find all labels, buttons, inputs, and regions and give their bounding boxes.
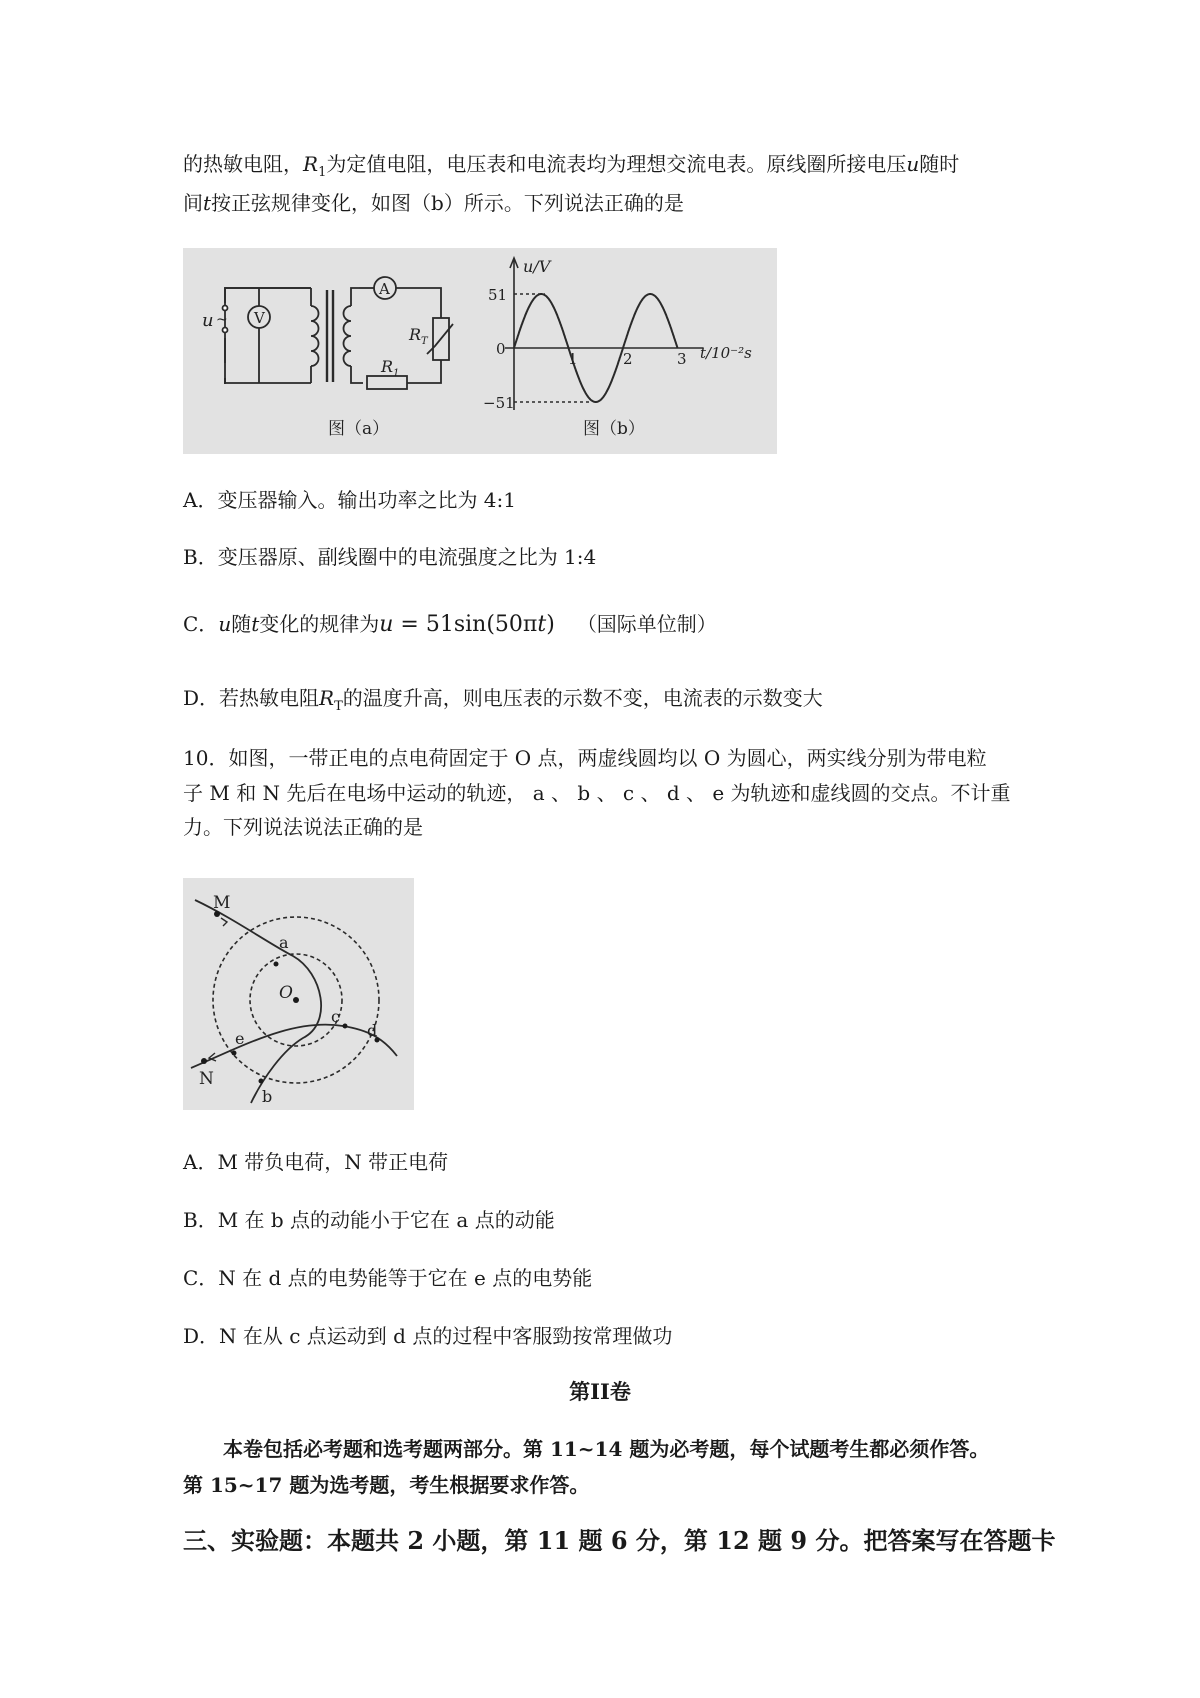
primary-wire-top <box>225 288 311 363</box>
axis-label-y: u/V <box>523 257 551 276</box>
point-a <box>274 962 279 967</box>
section-2-intro-line2: 第 15~17 题为选考题，考生根据要求作答。 <box>183 1473 590 1497</box>
stem-text: 随时 <box>919 152 960 176</box>
q10-option-d: D．N 在从 c 点运动到 d 点的过程中客服勁按常理做功 <box>183 1324 673 1348</box>
label-a: A <box>379 280 390 298</box>
q10-option-a: A．M 带负电荷，N 带正电荷 <box>183 1150 449 1174</box>
symbol-r1-subscript: 1 <box>318 165 327 180</box>
symbol-t: t <box>251 612 260 636</box>
point-o <box>293 997 299 1003</box>
tick-0: 0 <box>496 340 506 358</box>
q10-option-c: C．N 在 d 点的电势能等于它在 e 点的电势能 <box>183 1266 593 1290</box>
label-m: M <box>213 893 231 913</box>
trajectory-svg <box>183 878 414 1110</box>
primary-top-wire <box>225 288 311 303</box>
option-text: D．若热敏电阻 <box>183 686 320 710</box>
tick-51: 51 <box>488 286 508 304</box>
tick-minus-51: −51 <box>483 394 515 412</box>
terminal-top <box>223 306 228 311</box>
waveform-graph <box>505 258 703 410</box>
symbol-t: t <box>203 191 212 215</box>
resistor-r1 <box>367 376 407 389</box>
axis-label-x: t/10⁻²s <box>700 344 752 362</box>
secondary-coil <box>344 306 352 366</box>
point-n <box>201 1058 207 1064</box>
q10-option-b: B．M 在 b 点的动能小于它在 a 点的动能 <box>183 1208 555 1232</box>
section-2-intro-line1: 本卷包括必考题和选考题两部分。第 11~14 题为必考题，每个试题考生都必须作答。 <box>223 1437 990 1461</box>
primary-bottom-wire <box>225 338 311 383</box>
q9-option-b <box>183 543 596 571</box>
primary-coil <box>311 306 319 366</box>
stem-text: 为定值电阻，电压表和电流表均为理想交流电表。原线圈所接电压 <box>326 152 907 176</box>
label-b: b <box>262 1087 273 1106</box>
symbol-rt-subscript: T <box>334 699 343 714</box>
symbol-rt: R <box>319 686 335 710</box>
section-2-title: 第II卷 <box>569 1379 631 1404</box>
tick-3: 3 <box>677 350 687 368</box>
option-text: 随 <box>231 612 252 636</box>
symbol-u: u <box>218 612 232 636</box>
label-e: e <box>235 1029 245 1048</box>
label-o: O <box>279 983 293 1003</box>
symbol-r1: R <box>303 152 319 176</box>
caption-figure-b: 图（b） <box>583 419 645 439</box>
stem-text: 的热敏电阻， <box>183 152 303 176</box>
terminal-bottom <box>223 328 228 333</box>
label-rt: $R_T$ <box>409 325 428 347</box>
arrow-m <box>221 918 227 926</box>
point-b <box>259 1079 264 1084</box>
circuit-and-waveform-figure <box>183 248 777 454</box>
tick-2: 2 <box>623 350 633 368</box>
q10-stem-line1: 10．如图，一带正电的点电荷固定于 O 点，两虚线圆均以 O 为圆心，两实线分别为带电粒 <box>183 746 987 770</box>
point-c <box>343 1024 348 1029</box>
q10-stem-line2: 子 M 和 N 先后在电场中运动的轨迹， a 、 b 、 c 、 d 、 e 为轨迹和虚线圆的交点。不计重 <box>183 781 1011 805</box>
label-n: N <box>199 1069 214 1089</box>
tick-1: 1 <box>568 350 578 368</box>
stem-text: 间 <box>183 191 203 215</box>
option-text: 的温度升高，则电压表的示数不变，电流表的示数变大 <box>342 686 823 710</box>
point-e <box>232 1051 237 1056</box>
label-r1: $R_1$ <box>381 357 400 379</box>
option-text: （国际单位制） <box>576 612 717 636</box>
question9-stem-line1 <box>183 150 959 187</box>
question9-stem-line2 <box>183 189 684 217</box>
option-text: B．变压器原、副线圈中的电流强度之比为 1:4 <box>183 545 597 569</box>
q9-option-d <box>183 684 823 721</box>
option-text: C． <box>183 612 219 636</box>
label-d: d <box>367 1021 378 1040</box>
q9-option-c <box>183 610 717 639</box>
field-trajectory-figure <box>183 878 414 1110</box>
label-a: a <box>279 933 289 952</box>
option-text: A．变压器输入。输出功率之比为 4:1 <box>183 488 516 512</box>
secondary-top-wire <box>396 288 441 318</box>
label-u: u <box>202 310 214 331</box>
option-text: 变化的规律为 <box>259 612 380 636</box>
circuit-labels <box>202 280 429 439</box>
symbol-u: u <box>906 152 920 176</box>
trajectory-labels <box>199 893 377 1106</box>
caption-figure-a: 图（a） <box>328 419 390 439</box>
formula-u-equals: u = 51sin(50πt) <box>379 612 555 637</box>
q9-option-a <box>183 486 516 514</box>
figure-svg <box>183 248 777 454</box>
ac-tilde: ~ <box>216 312 228 328</box>
stem-text: 按正弦规律变化，如图（b）所示。下列说法正确的是 <box>211 191 684 215</box>
label-c: c <box>331 1007 340 1026</box>
trajectory-m <box>195 900 321 1103</box>
label-v: V <box>254 309 265 327</box>
section-3-title: 三、实验题：本题共 2 小题，第 11 题 6 分，第 12 题 9 分。把答案写在答题卡 <box>183 1526 1056 1555</box>
q10-stem-line3: 力。下列说法说法正确的是 <box>183 815 423 839</box>
